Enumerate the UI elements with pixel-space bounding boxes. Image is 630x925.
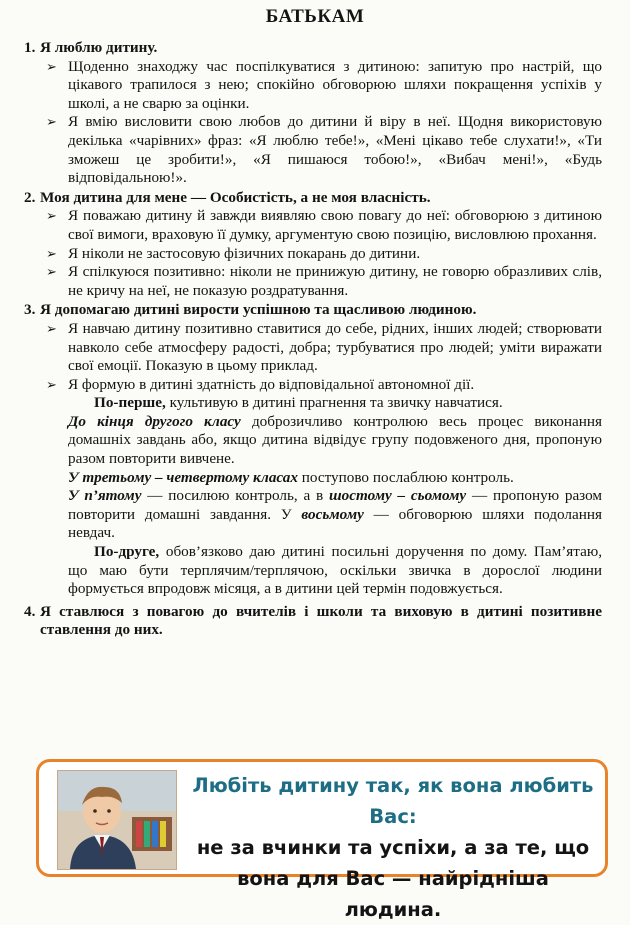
- list-item: [46, 58, 602, 114]
- child-photo-illustration: [58, 771, 176, 869]
- arrowhead-bullet-icon: ➢: [46, 320, 57, 336]
- lead-phrase: По-друге,: [94, 543, 160, 561]
- section-title: Я люблю дитину.: [40, 39, 158, 56]
- page-title: БАТЬКАМ: [265, 6, 365, 27]
- section-number: 4.: [24, 602, 36, 620]
- section-number: 3.: [24, 301, 36, 319]
- section-title: Моя дитина для мене — Особистість, а не моя власність.: [40, 188, 431, 206]
- grade-phrase: восьмому: [301, 505, 364, 523]
- list-item-text: Я спілкуюся позитивно: ніколи не принижую дитину, не говорю образливих слів, не кричу на неї, не показую роздратування.: [68, 263, 602, 299]
- paragraph-text: — посилюю контроль, а в: [141, 487, 329, 505]
- section-heading: [24, 189, 602, 208]
- list-item: [46, 207, 602, 244]
- child-photo: [57, 770, 177, 870]
- list-item: [46, 113, 602, 187]
- callout-quote: [187, 770, 599, 925]
- list-item-text: Я вмію висловити свою любов до дитини й віру в неї. Щодня використовую декілька «чарівних» фраз: «Я люблю тебе!», «Мені цікаво тебе слухати!», «Ти зможеш це зробити!», «Я пишаюся тобою!», «Вибач мені!», «Будь відповідальною!».: [68, 113, 602, 187]
- arrowhead-bullet-icon: ➢: [46, 264, 57, 280]
- paragraph-second: [68, 543, 602, 599]
- article-body: [24, 38, 602, 640]
- list-item: [46, 245, 602, 264]
- grade-phrase: шостому – сьомому: [328, 487, 467, 505]
- paragraph-first: [68, 394, 602, 413]
- arrowhead-bullet-icon: ➢: [46, 376, 57, 392]
- list-item: [46, 376, 602, 395]
- callout-line-2: не за вчинки та успіхи, а за те, що вона для Вас — найрідніша людина.: [196, 836, 590, 921]
- section-heading: [24, 301, 602, 320]
- grade-phrase: У п’ятому: [68, 487, 142, 505]
- arrowhead-bullet-icon: ➢: [46, 208, 57, 224]
- paragraph-text: поступово послаблюю контроль.: [297, 468, 514, 486]
- section-number: 2.: [24, 188, 36, 206]
- arrowhead-bullet-icon: ➢: [46, 114, 57, 130]
- grade-phrase: У третьому – четвертому класах: [68, 468, 298, 486]
- list-item: [46, 320, 602, 376]
- list-item-text: Щоденно знаходжу час поспілкуватися з дитиною: запитую про настрій, що цікавого трапилося з нею; спокійно обговорюю шляхи покращення успіхів у школі, а не сварю за оцінки.: [68, 57, 602, 112]
- list-item-text: Я формую в дитині здатність до відповідальної автономної дії.: [68, 375, 475, 393]
- section-title: Я допомагаю дитині вирости успішною та щасливою людиною.: [40, 301, 477, 319]
- list-item-text: Я ніколи не застосовую фізичних покарань до дитини.: [68, 244, 421, 262]
- list-item: [46, 263, 602, 300]
- quote-callout: [36, 759, 608, 921]
- paragraph-grade34: [68, 469, 602, 488]
- section-title: Я ставлюся з повагою до вчителів і школи та виховую в дитині позитивне ставлення до них.: [40, 602, 602, 639]
- paragraph-text: обов’язково даю дитині посильні доручення по дому. Пам’ятаю, що маю бути терплячим/терплячою, оскільки звичка в дорослої людини формується впродовж місяця, а в дитини цей термін подовжується.: [68, 543, 602, 598]
- paragraph-text: — обговорюю шляхи подолання невдач.: [68, 505, 602, 542]
- paragraph-text: доброзичливо контролюю весь процес виконання домашніх завдань або, якщо дитина відвідує групу подовженого дня, пропоную разом повторити вивчене.: [68, 412, 602, 468]
- paragraph-text: культивую в дитині прагнення та звичку навчатися.: [165, 394, 503, 412]
- section-number: 1.: [24, 39, 36, 56]
- lead-phrase: По-перше,: [94, 394, 166, 412]
- paragraph-text: — пропоную разом повторити домашні завдання. У: [68, 487, 603, 523]
- list-item-text: Я навчаю дитину позитивно ставитися до себе, рідних, інших людей; створювати навколо себе атмосферу радості, добра; турбуватися про людей; уміти виражати свої емоції. Показую в цьому приклад.: [68, 319, 602, 375]
- grade-phrase: До кінця другого класу: [68, 412, 241, 430]
- paragraph-grade57: [68, 487, 602, 543]
- arrowhead-bullet-icon: ➢: [46, 58, 57, 74]
- callout-line-1: Любіть дитину так, як вона любить Вас:: [192, 774, 594, 828]
- arrowhead-bullet-icon: ➢: [46, 245, 57, 261]
- paragraph-grade2: [68, 413, 602, 469]
- section-heading: [24, 39, 602, 58]
- list-item-text: Я поважаю дитину й завжди виявляю свою повагу до неї: обговорюю з дитиною свої вимоги, враховую її думку, аргументую свою позицію, висловлюю прохання.: [68, 207, 602, 243]
- section-heading: [24, 603, 602, 640]
